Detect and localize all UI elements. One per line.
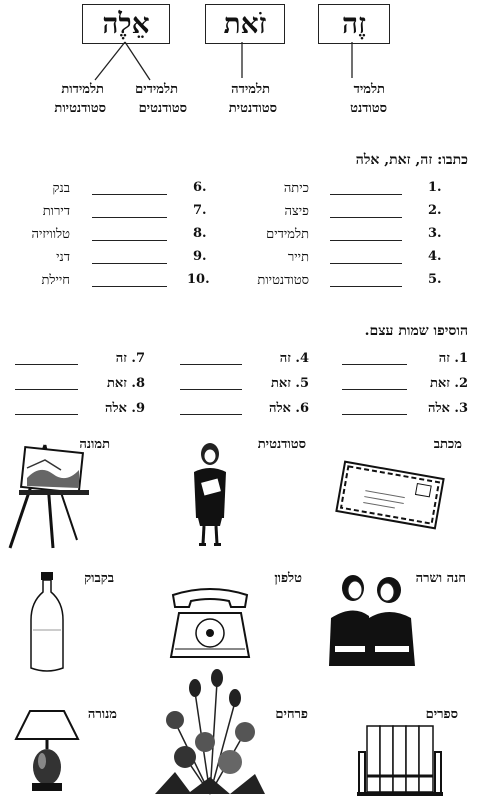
- ex2-answer-line-3[interactable]: [342, 414, 407, 415]
- ex1-answer-line-1[interactable]: [330, 194, 402, 195]
- ex1-num-3: 3.: [428, 226, 442, 241]
- ex1-num-10: 10.: [187, 272, 210, 287]
- ex2-label-4: 4. זה: [279, 351, 309, 366]
- ex1-answer-line-3[interactable]: [330, 240, 402, 241]
- ex1-word-6: בנק: [52, 181, 70, 196]
- telephone-icon: [165, 585, 255, 665]
- ex1-word-10: חיילת: [41, 273, 70, 288]
- ex1-word-2: פיצה: [284, 204, 309, 219]
- ex1-num-1: 1.: [428, 180, 442, 195]
- picture-label-lamp: מנורה: [87, 707, 117, 722]
- word-ele-r2: סטודנטים: [138, 101, 187, 116]
- ex1-num-7: 7.: [193, 203, 207, 218]
- ex1-num-9: 9.: [193, 249, 207, 264]
- ex1-answer-line-8[interactable]: [92, 240, 167, 241]
- envelope-icon: [335, 465, 445, 525]
- picture-label-letter: מכתב: [433, 437, 462, 452]
- ex2-label-7: 7. זה: [115, 351, 145, 366]
- ex1-num-4: 4.: [428, 249, 442, 264]
- ex1-answer-line-4[interactable]: [330, 263, 402, 264]
- word-zot-2: סטודנטית: [228, 101, 277, 116]
- ex2-label-2: 2. זאת: [430, 376, 468, 391]
- ex1-num-8: 8.: [193, 226, 207, 241]
- ex1-num-5: 5.: [428, 272, 442, 287]
- ex2-label-3: 3. אלה: [427, 401, 468, 416]
- ex1-answer-line-9[interactable]: [92, 263, 167, 264]
- ex2-label-8: 8. זאת: [107, 376, 145, 391]
- word-ze-1: תלמיד: [353, 82, 385, 97]
- picture-label-flowers: פרחים: [275, 707, 308, 722]
- ex1-num-6: 6.: [193, 180, 207, 195]
- lamp-icon: [12, 705, 82, 795]
- ex1-word-5: סטודנטיות: [257, 273, 309, 288]
- ex1-num-2: 2.: [428, 203, 442, 218]
- painting-easel-icon: [5, 440, 95, 550]
- ex2-label-5: 5. זאת: [271, 376, 309, 391]
- box-ze-text: זֶה: [342, 7, 366, 40]
- exercise2-title: הוסיפו שמות עצם.: [364, 323, 468, 339]
- picture-label-painting: תמונה: [79, 437, 110, 452]
- ex2-label-6: 6. אלה: [268, 401, 309, 416]
- ex2-answer-line-6[interactable]: [180, 414, 242, 415]
- ex1-word-7: דירות: [42, 204, 70, 219]
- word-zot-1: תלמידה: [231, 82, 270, 97]
- bottle-icon: [27, 570, 67, 675]
- books-icon: [355, 722, 445, 797]
- ex2-label-9: 9. אלה: [104, 401, 145, 416]
- word-ze-2: סטודנט: [350, 101, 387, 116]
- ex1-word-9: דני: [56, 250, 70, 265]
- word-ele-l1: תלמידות: [61, 82, 104, 97]
- ex2-answer-line-4[interactable]: [180, 364, 242, 365]
- ex1-answer-line-2[interactable]: [330, 217, 402, 218]
- ex2-answer-line-9[interactable]: [15, 414, 78, 415]
- box-ele-text: אֵלֶה: [102, 7, 150, 40]
- picture-label-student: סטודנטית: [257, 437, 306, 452]
- ex2-answer-line-7[interactable]: [15, 364, 78, 365]
- ex2-answer-line-8[interactable]: [15, 389, 78, 390]
- ex2-answer-line-5[interactable]: [180, 389, 242, 390]
- two-women-icon: [325, 568, 420, 668]
- ex2-answer-line-1[interactable]: [342, 364, 407, 365]
- ex1-word-1: כיתה: [283, 181, 309, 196]
- picture-label-books: ספרים: [425, 707, 458, 722]
- ex2-answer-line-2[interactable]: [342, 389, 407, 390]
- picture-label-telephone: טלפון: [274, 571, 302, 586]
- student-woman-icon: [180, 440, 240, 550]
- flowers-icon: [155, 662, 265, 797]
- word-ele-l2: סטודנטיות: [54, 101, 106, 116]
- ex1-word-3: תלמידים: [266, 227, 309, 242]
- word-ele-r1: תלמידים: [135, 82, 178, 97]
- ex1-answer-line-7[interactable]: [92, 217, 167, 218]
- box-zot-text: זֹאת: [223, 7, 267, 40]
- ex1-word-8: טלוויזיה: [31, 227, 70, 242]
- ex1-answer-line-5[interactable]: [330, 286, 402, 287]
- picture-label-bottle: בקבוק: [84, 571, 114, 586]
- ex1-answer-line-10[interactable]: [92, 286, 167, 287]
- ex1-answer-line-6[interactable]: [92, 194, 167, 195]
- ex2-label-1: 1. זה: [438, 351, 468, 366]
- ex1-word-4: תייר: [287, 250, 309, 265]
- exercise1-title: כתבו: זה, זאת, אלה: [355, 152, 468, 168]
- picture-label-two-women: חנה ושרה: [415, 571, 466, 586]
